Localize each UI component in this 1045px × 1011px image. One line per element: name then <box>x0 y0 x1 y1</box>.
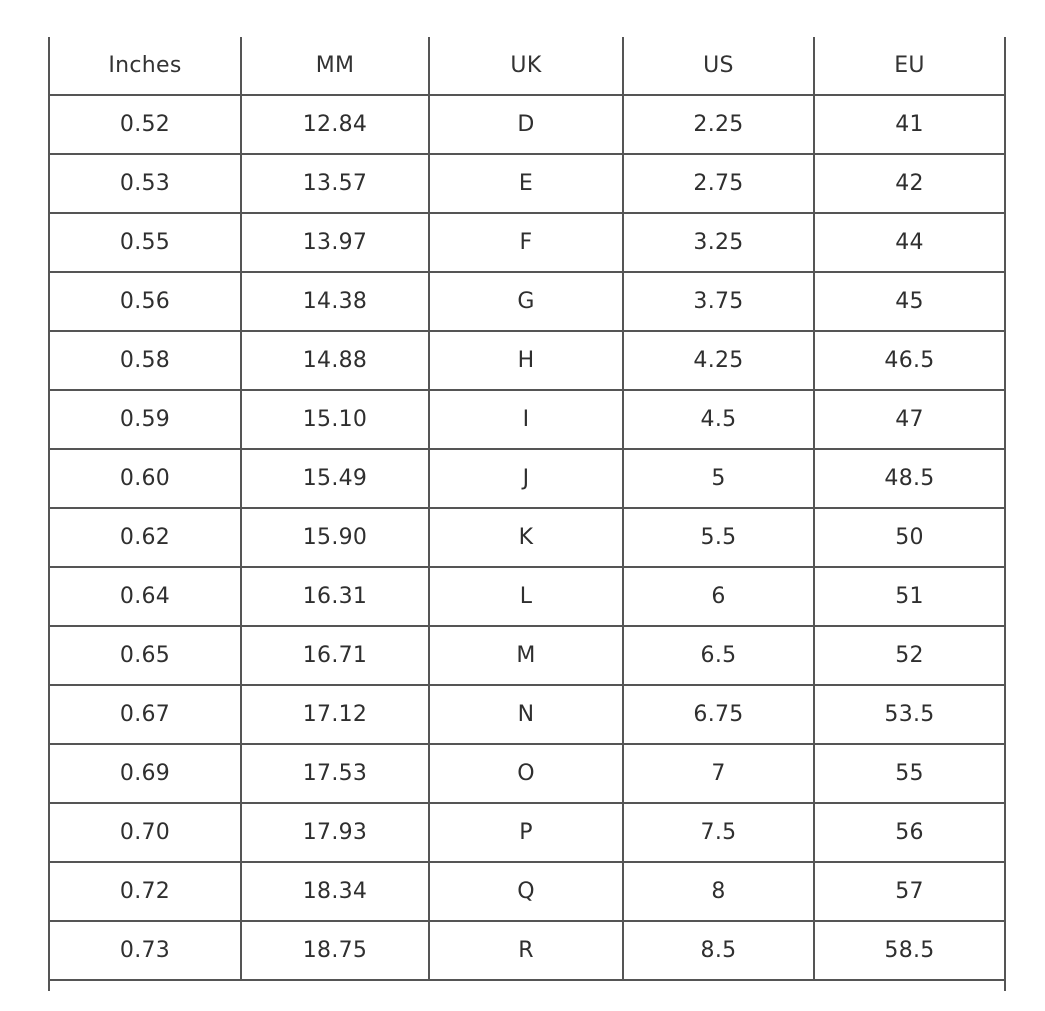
cell-inches: 0.72 <box>50 862 241 921</box>
cell-eu: 50 <box>814 508 1004 567</box>
cell-inches: 0.64 <box>50 567 241 626</box>
header-mm: MM <box>241 37 429 95</box>
table-row <box>50 685 1004 744</box>
table-row <box>50 626 1004 685</box>
cell-us: 8.5 <box>623 921 814 980</box>
header-us: US <box>623 37 814 95</box>
header-uk: UK <box>429 37 623 95</box>
table-row <box>50 921 1004 980</box>
cell-inches: 0.53 <box>50 154 241 213</box>
table-row <box>50 331 1004 390</box>
table-body <box>50 95 1004 980</box>
ring-size-table-container <box>48 37 1006 991</box>
cell-eu: 42 <box>814 154 1004 213</box>
cell-uk: M <box>429 626 623 685</box>
header-inches: Inches <box>50 37 241 95</box>
cell-uk: R <box>429 921 623 980</box>
cell-inches: 0.62 <box>50 508 241 567</box>
cell-mm: 14.38 <box>241 272 429 331</box>
cell-uk: D <box>429 95 623 154</box>
cell-inches: 0.65 <box>50 626 241 685</box>
table-row <box>50 95 1004 154</box>
cell-mm: 13.97 <box>241 213 429 272</box>
cell-us: 3.25 <box>623 213 814 272</box>
cell-mm: 16.31 <box>241 567 429 626</box>
cell-eu: 53.5 <box>814 685 1004 744</box>
cell-mm: 17.93 <box>241 803 429 862</box>
cell-inches: 0.67 <box>50 685 241 744</box>
cell-uk: N <box>429 685 623 744</box>
cell-us: 5 <box>623 449 814 508</box>
table-row <box>50 449 1004 508</box>
cell-eu: 41 <box>814 95 1004 154</box>
cell-eu: 57 <box>814 862 1004 921</box>
cell-mm: 18.75 <box>241 921 429 980</box>
cell-uk: O <box>429 744 623 803</box>
cell-inches: 0.73 <box>50 921 241 980</box>
cell-us: 8 <box>623 862 814 921</box>
cell-inches: 0.55 <box>50 213 241 272</box>
cell-us: 2.75 <box>623 154 814 213</box>
cell-uk: K <box>429 508 623 567</box>
cell-mm: 14.88 <box>241 331 429 390</box>
table-row <box>50 154 1004 213</box>
cell-uk: Q <box>429 862 623 921</box>
cell-eu: 52 <box>814 626 1004 685</box>
cell-eu: 47 <box>814 390 1004 449</box>
cell-uk: G <box>429 272 623 331</box>
cell-uk: E <box>429 154 623 213</box>
cell-inches: 0.52 <box>50 95 241 154</box>
cell-inches: 0.69 <box>50 744 241 803</box>
cell-us: 6 <box>623 567 814 626</box>
cell-us: 7 <box>623 744 814 803</box>
table-row <box>50 213 1004 272</box>
cell-us: 7.5 <box>623 803 814 862</box>
cell-us: 6.5 <box>623 626 814 685</box>
ring-size-table <box>50 37 1004 981</box>
table-row <box>50 862 1004 921</box>
cell-mm: 15.90 <box>241 508 429 567</box>
cell-eu: 56 <box>814 803 1004 862</box>
table-row <box>50 390 1004 449</box>
cell-uk: P <box>429 803 623 862</box>
cell-us: 3.75 <box>623 272 814 331</box>
cell-mm: 17.53 <box>241 744 429 803</box>
cell-eu: 48.5 <box>814 449 1004 508</box>
cell-mm: 13.57 <box>241 154 429 213</box>
cell-inches: 0.56 <box>50 272 241 331</box>
cell-uk: I <box>429 390 623 449</box>
cell-eu: 51 <box>814 567 1004 626</box>
cell-us: 4.5 <box>623 390 814 449</box>
cell-us: 4.25 <box>623 331 814 390</box>
cell-eu: 46.5 <box>814 331 1004 390</box>
table-row <box>50 567 1004 626</box>
cell-mm: 18.34 <box>241 862 429 921</box>
cell-inches: 0.58 <box>50 331 241 390</box>
table-row <box>50 744 1004 803</box>
cell-uk: J <box>429 449 623 508</box>
cell-uk: F <box>429 213 623 272</box>
cell-eu: 55 <box>814 744 1004 803</box>
cell-uk: L <box>429 567 623 626</box>
table-row <box>50 803 1004 862</box>
cell-mm: 16.71 <box>241 626 429 685</box>
cell-inches: 0.59 <box>50 390 241 449</box>
table-row <box>50 508 1004 567</box>
table-row <box>50 272 1004 331</box>
table-header <box>50 37 1004 95</box>
cell-uk: H <box>429 331 623 390</box>
header-row <box>50 37 1004 95</box>
cell-us: 2.25 <box>623 95 814 154</box>
cell-mm: 15.10 <box>241 390 429 449</box>
cell-mm: 15.49 <box>241 449 429 508</box>
cell-eu: 45 <box>814 272 1004 331</box>
cell-mm: 12.84 <box>241 95 429 154</box>
cell-us: 5.5 <box>623 508 814 567</box>
cell-inches: 0.60 <box>50 449 241 508</box>
cell-eu: 58.5 <box>814 921 1004 980</box>
header-eu: EU <box>814 37 1004 95</box>
cell-us: 6.75 <box>623 685 814 744</box>
cell-mm: 17.12 <box>241 685 429 744</box>
cell-eu: 44 <box>814 213 1004 272</box>
cell-inches: 0.70 <box>50 803 241 862</box>
